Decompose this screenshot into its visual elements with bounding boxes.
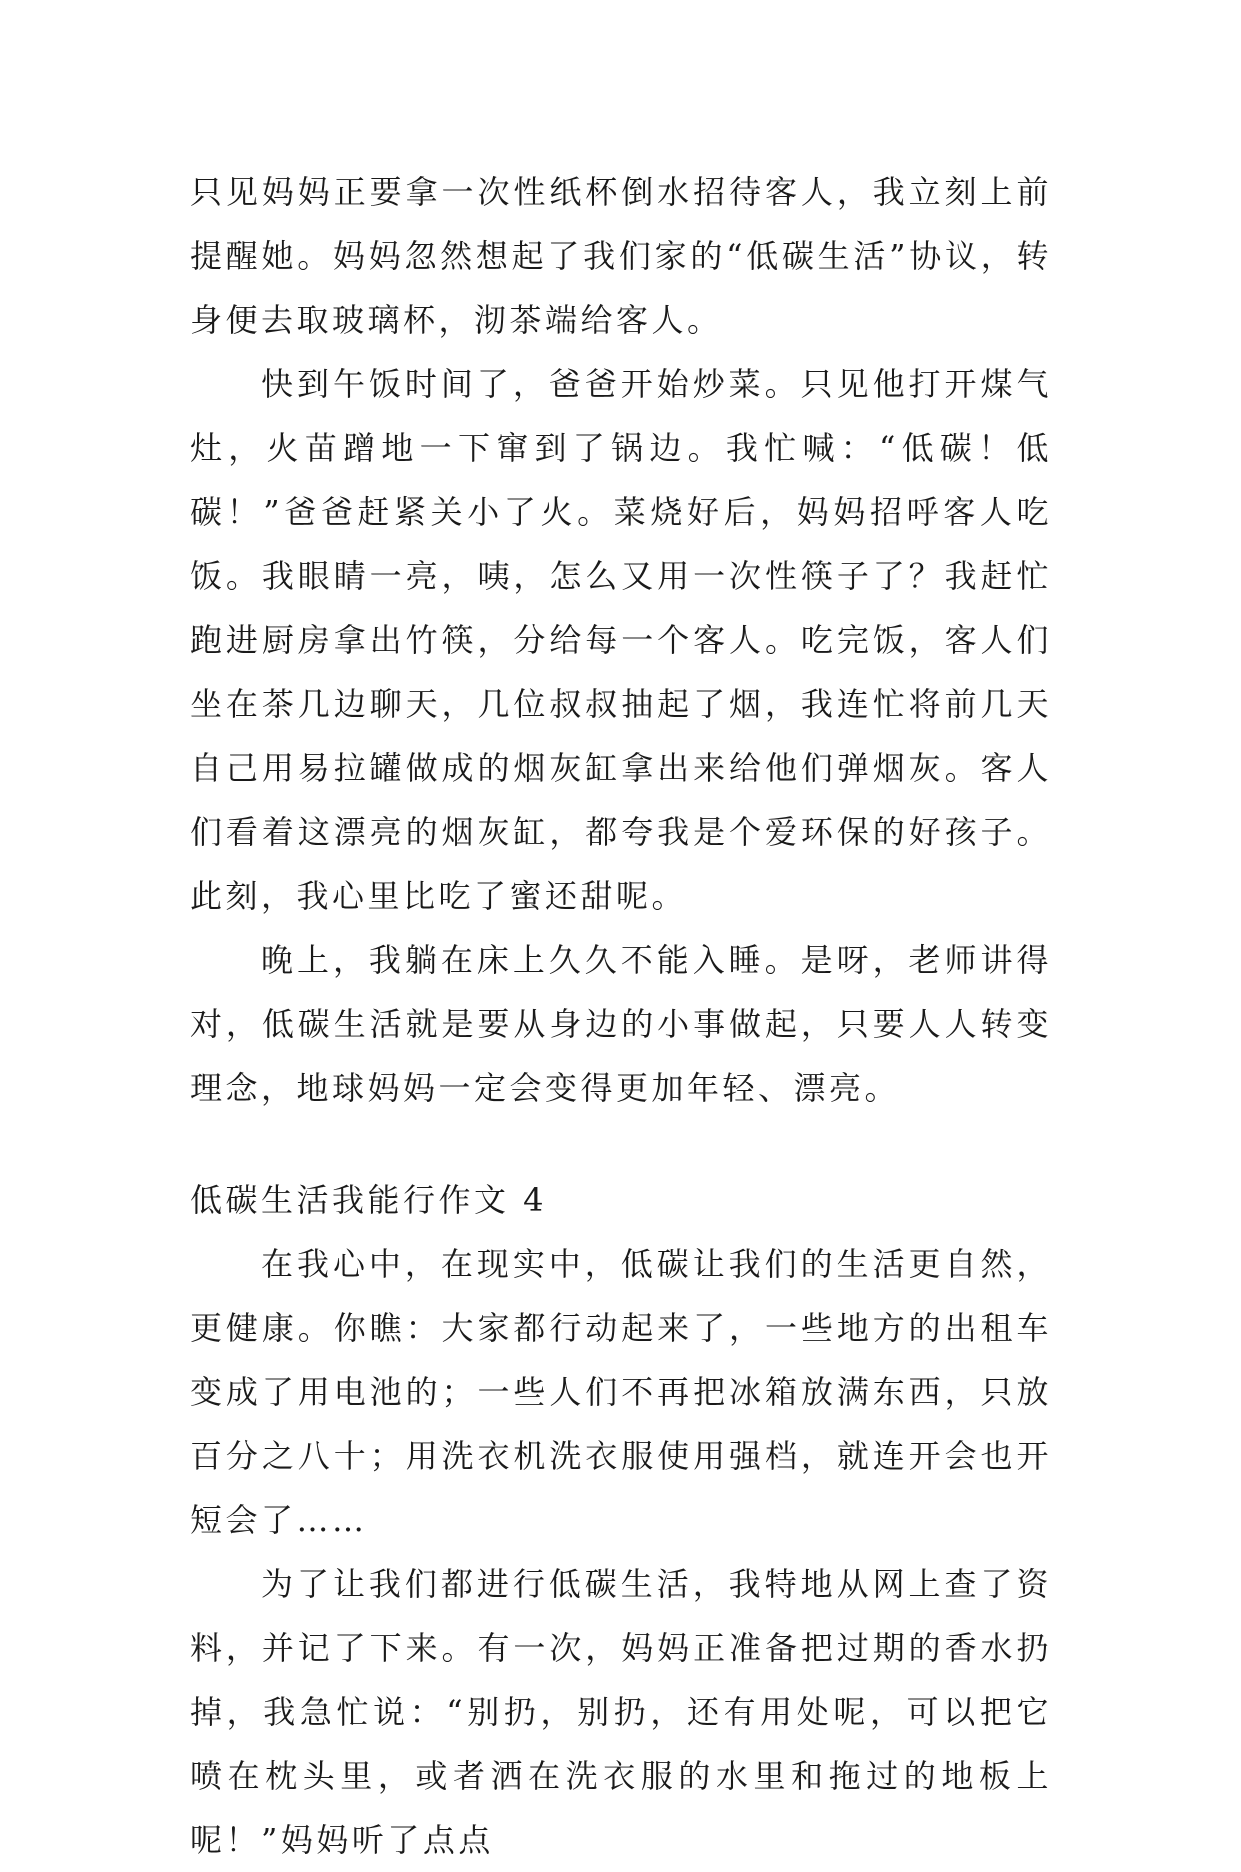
paragraph: 为了让我们都进行低碳生活，我特地从网上查了资料，并记了下来。有一次，妈妈正准备把过期的香水扔掉，我急忙说：“别扔，别扔，还有用处呢，可以把它喷在枕头里，或者洒在洗衣服的水里和拖过的地板上呢！”妈妈听了点点 xyxy=(190,1565,1052,1859)
paragraph: 快到午饭时间了，爸爸开始炒菜。只见他打开煤气灶，火苗蹭地一下窜到了锅边。我忙喊：“低碳！低碳！”爸爸赶紧关小了火。菜烧好后，妈妈招呼客人吃饭。我眼睛一亮，咦，怎么又用一次性筷子了？我赶忙跑进厨房拿出竹筷，分给每一个客人。吃完饭，客人们坐在茶几边聊天，几位叔叔抽起了烟，我连忙将前几天自己用易拉罐做成的烟灰缸拿出来给他们弹烟灰。客人们看着这漂亮的烟灰缸，都夸我是个爱环保的好孩子。此刻，我心里比吃了蜜还甜呢。 xyxy=(190,365,1052,915)
section-heading: 低碳生活我能行作文 4 xyxy=(190,1181,548,1219)
paragraph: 晚上，我躺在床上久久不能入睡。是呀，老师讲得对，低碳生活就是要从身边的小事做起，只要人人转变理念，地球妈妈一定会变得更加年轻、漂亮。 xyxy=(190,941,1052,1107)
document-body xyxy=(190,160,1052,1872)
paragraph: 在我心中，在现实中，低碳让我们的生活更自然，更健康。你瞧：大家都行动起来了，一些地方的出租车变成了用电池的；一些人们不再把冰箱放满东西，只放百分之八十；用洗衣机洗衣服使用强档，就连开会也开短会了…… xyxy=(190,1245,1052,1539)
paragraph: 只见妈妈正要拿一次性纸杯倒水招待客人，我立刻上前提醒她。妈妈忽然想起了我们家的“低碳生活”协议，转身便去取玻璃杯，沏茶端给客人。 xyxy=(190,173,1052,339)
